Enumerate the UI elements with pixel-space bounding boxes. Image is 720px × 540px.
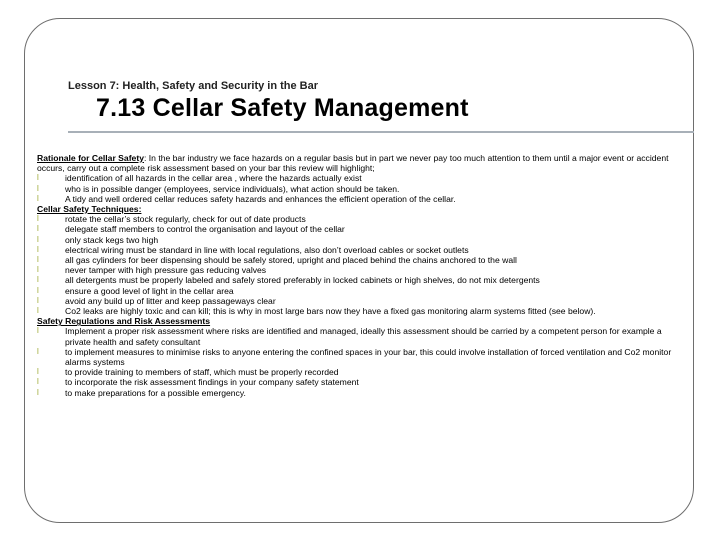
list-item xyxy=(37,224,685,234)
list-item-text: never tamper with high pressure gas reducing valves xyxy=(65,265,267,276)
bullet-icon: l xyxy=(37,224,39,234)
list-item-text: Implement a proper risk assessment where risks are identified and managed, ideally this assessment should be carried by a competent person for example a private health and safety consultant xyxy=(65,326,662,347)
slide-title: 7.13 Cellar Safety Management xyxy=(96,94,469,122)
bullet-icon: l xyxy=(37,387,39,397)
bullet-icon: l xyxy=(37,346,39,356)
title-divider xyxy=(68,131,694,133)
list-item-text: ensure a good level of light in the cellar area xyxy=(65,285,234,296)
list-item-text: avoid any build up of litter and keep passageways clear xyxy=(65,295,276,306)
bullet-icon: l xyxy=(37,377,39,387)
list-item xyxy=(37,245,685,255)
bullet-icon: l xyxy=(37,275,39,285)
bullet-icon: l xyxy=(37,173,39,183)
list-item-text: to implement measures to minimise risks to anyone entering the confined spaces in your bar, this could involve installation of forced ventilation and Co2 monitor alarms systems xyxy=(65,346,672,368)
bullet-icon: l xyxy=(37,183,39,193)
lesson-subtitle: Lesson 7: Health, Safety and Security in the Bar xyxy=(68,80,319,92)
list-item xyxy=(37,306,685,316)
techniques-list xyxy=(37,214,685,316)
list-item-text: only stack kegs two high xyxy=(65,234,159,245)
list-item xyxy=(37,255,685,265)
rationale-text: : In the bar industry we face hazards on a regular basis but in part we never pay too much attention to them until a major event or accident occurs, carry out a complete risk assessment based on your bar this review will highlight; xyxy=(37,153,669,174)
regulations-list xyxy=(37,326,685,397)
rationale-paragraph xyxy=(37,153,685,173)
list-item xyxy=(37,184,685,194)
list-item xyxy=(37,275,685,285)
list-item xyxy=(37,194,685,204)
list-item-text: rotate the cellar’s stock regularly, check for out of date products xyxy=(65,214,306,225)
bullet-icon: l xyxy=(37,255,39,265)
bullet-icon: l xyxy=(37,326,39,336)
bullet-icon: l xyxy=(37,285,39,295)
bullet-icon: l xyxy=(37,295,39,305)
regulations-heading xyxy=(37,316,685,326)
list-item xyxy=(37,326,685,346)
techniques-heading xyxy=(37,204,685,214)
list-item-text: who is in possible danger (employees, service individuals), what action should be taken. xyxy=(65,183,400,194)
techniques-heading-text: Cellar Safety Techniques: xyxy=(37,204,142,215)
list-item-text: all gas cylinders for beer dispensing should be safely stored, upright and placed behind the chains anchored to the wall xyxy=(65,255,517,266)
list-item-text: electrical wiring must be standard in line with local regulations, also don’t overload cables or socket outlets xyxy=(65,244,469,255)
bullet-icon: l xyxy=(37,244,39,254)
bullet-icon: l xyxy=(37,214,39,224)
bullet-icon: l xyxy=(37,306,39,316)
list-item-text: identification of all hazards in the cellar area , where the hazards actually exist xyxy=(65,173,362,184)
list-item xyxy=(37,347,685,367)
list-item-text: to make preparations for a possible emergency. xyxy=(65,387,246,398)
list-item xyxy=(37,214,685,224)
list-item-text: all detergents must be properly labeled and safely stored preferably in locked cabinets or high shelves, do not mix detergents xyxy=(65,275,540,286)
rationale-heading: Rationale for Cellar Safety xyxy=(37,153,144,163)
list-item xyxy=(37,286,685,296)
bullet-icon: l xyxy=(37,367,39,377)
regulations-heading-text: Safety Regulations and Risk Assessments xyxy=(37,316,211,327)
bullet-icon: l xyxy=(37,193,39,203)
list-item xyxy=(37,367,685,377)
list-item xyxy=(37,235,685,245)
list-item-text: Co2 leaks are highly toxic and can kill; this is why in most large bars now they have a fixed gas monitoring alarm systems fitted (see below). xyxy=(65,306,596,317)
list-item xyxy=(37,265,685,275)
list-item-text: delegate staff members to control the organisation and layout of the cellar xyxy=(65,224,345,235)
bullet-icon: l xyxy=(37,265,39,275)
rationale-list xyxy=(37,173,685,204)
list-item xyxy=(37,377,685,387)
list-item-text: to provide training to members of staff, which must be properly recorded xyxy=(65,367,339,378)
list-item xyxy=(37,296,685,306)
list-item xyxy=(37,388,685,398)
list-item-text: to incorporate the risk assessment findings in your company safety statement xyxy=(65,377,359,388)
list-item-text: A tidy and well ordered cellar reduces safety hazards and enhances the efficient operation of the cellar. xyxy=(65,193,456,204)
bullet-icon: l xyxy=(37,234,39,244)
slide-body xyxy=(37,153,685,398)
list-item xyxy=(37,173,685,183)
